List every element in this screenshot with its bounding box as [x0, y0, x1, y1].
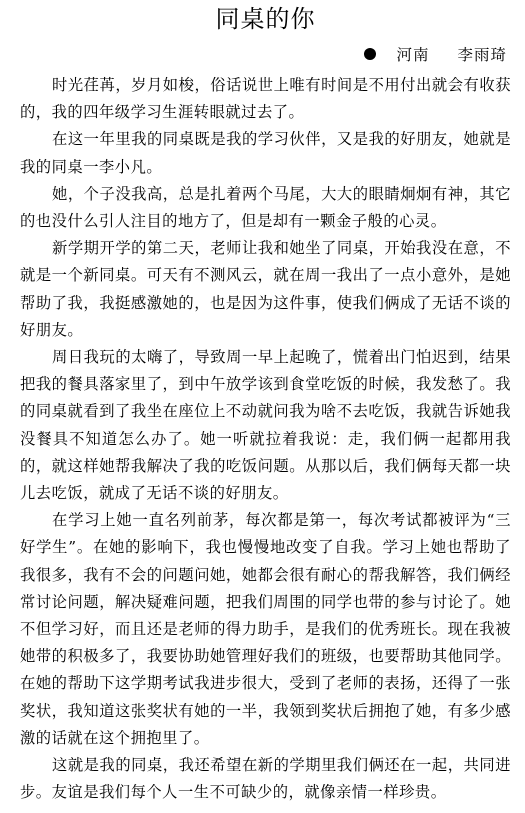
- author-region: 河南: [396, 46, 430, 64]
- author-name: 李雨琦: [457, 46, 507, 64]
- paragraph-3: 她，个子没我高，总是扎着两个马尾，大大的眼睛炯炯有神，其它的也没什么引人注目的地方了，但是却有一颗金子般的心灵。: [20, 184, 511, 231]
- paragraph-4: 新学期开学的第二天，老师让我和她坐了同桌，开始我没在意，不就是一个新同桌。可天有不测风云，就在周一我出了一点小意外，是她帮助了我，我挺感激她的，也是因为这件事，使我们俩成了无话不谈的好朋友。: [20, 239, 511, 339]
- bullet-dot-icon: [364, 48, 376, 60]
- article-title: 同桌的你: [215, 5, 316, 33]
- paragraph-7: 这就是我的同桌，我还希望在新的学期里我们俩还在一起，共同进步。友谊是我们每个人一生不可缺少的，就像亲情一样珍贵。: [20, 756, 511, 802]
- paragraph-6: 在学习上她一直名列前茅，每次都是第一，每次考试都被评为“三好学生”。在她的影响下，我也慢慢地改变了自我。学习上她也帮助了我很多，我有不会的问题问她，她都会很有耐心的帮我解答，我们俩经常讨论问题，解决疑难问题，把我们周围的同学也带的参与讨论了。她不但学习好，而且还是老师的得力助手，是我们的优秀班长。现在我被她带的积极多了，我要协助她管理好我们的班级，也要帮助其他同学。在她的帮助下这学期考试我进步很大，受到了老师的表扬，还得了一张奖状，我知道这张奖状有她的一半，我领到奖状后拥抱了她，有多少感激的话就在这个拥抱里了。: [20, 511, 511, 747]
- article-body: [20, 72, 511, 806]
- paragraph-5: 周日我玩的太嗨了，导致周一早上起晚了，慌着出门怕迟到，结果把我的餐具落家里了，到中午放学该到食堂吃饭的时候，我发愁了。我的同桌就看到了我坐在座位上不动就问我为啥不去吃饭，我就告诉她我没餐具不知道怎么办了。她一听就拉着我说：走，我们俩一起都用我的，就这样她帮我解决了我的吃饭问题。从那以后，我们俩每天都一块儿去吃饭，就成了无话不谈的好朋友。: [20, 348, 511, 503]
- byline: [20, 38, 511, 70]
- paragraph-2: 在这一年里我的同桌既是我的学习伙伴，又是我的好朋友，她就是我的同桌一李小凡。: [20, 130, 511, 176]
- paragraph-1: 时光荏苒，岁月如梭，俗话说世上唯有时间是不用付出就会有收获的，我的四年级学习生涯转眼就过去了。: [20, 76, 511, 122]
